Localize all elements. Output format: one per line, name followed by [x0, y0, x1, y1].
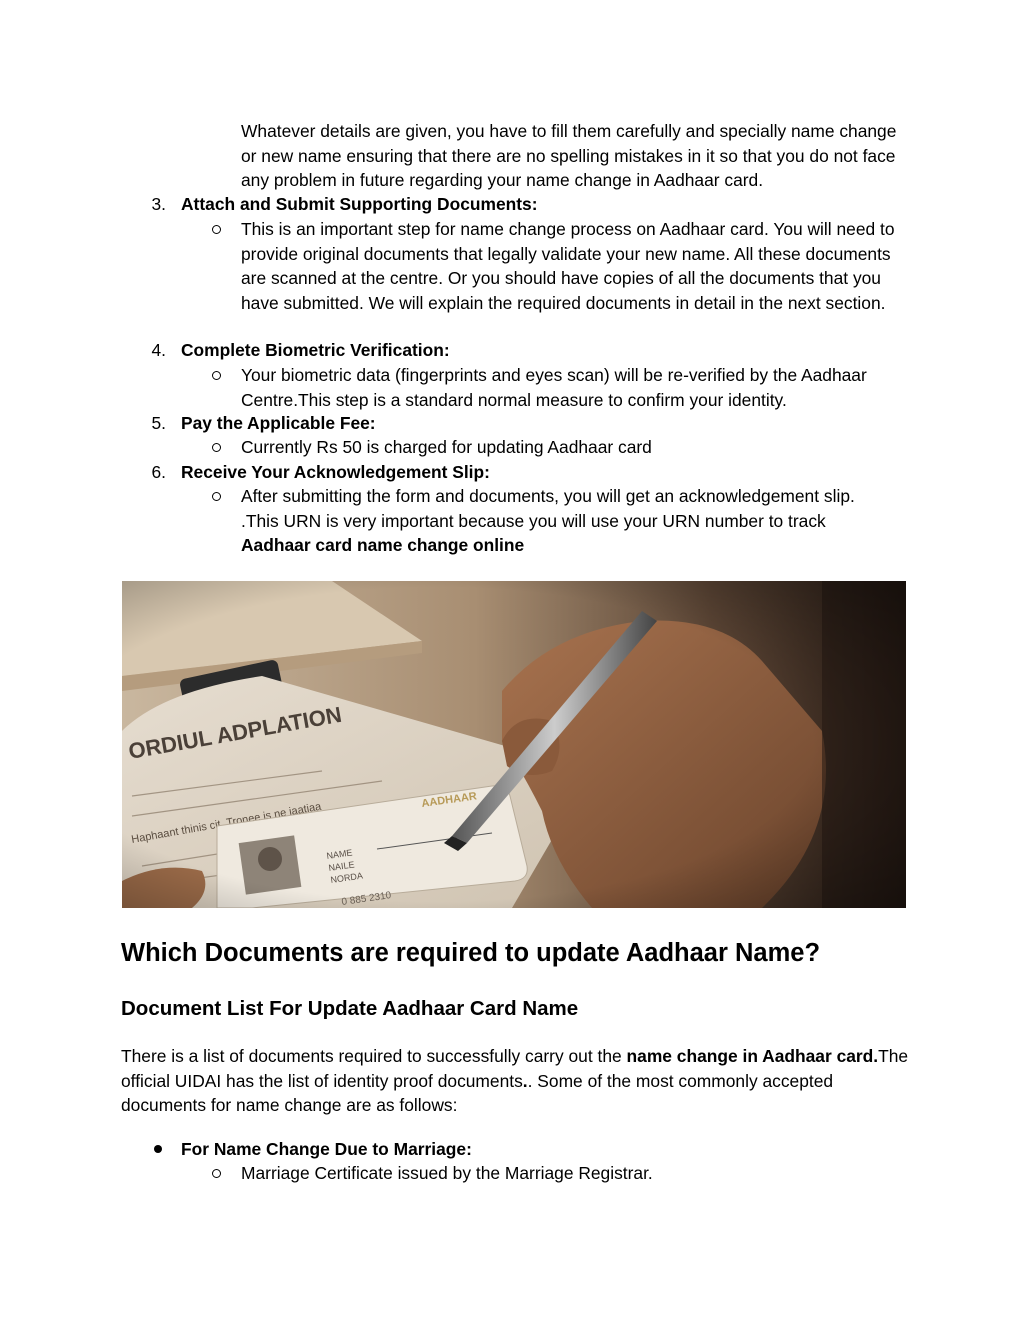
circle-bullet-icon — [210, 435, 226, 460]
step-detail: Currently Rs 50 is charged for updating Aadhaar card — [241, 437, 652, 457]
step-title: Complete Biometric Verification: — [181, 340, 450, 360]
circle-bullet-icon — [210, 217, 226, 242]
disc-bullet-icon — [152, 1137, 168, 1162]
section-subheading: Document List For Update Aadhaar Card Name — [121, 997, 579, 1020]
circle-bullet-icon — [210, 363, 226, 388]
para-bold-text: . — [522, 1070, 528, 1091]
para-text: The official UIDAI has the list of identity proof documents — [121, 1046, 909, 1091]
step-number: 5. — [151, 413, 166, 433]
para-text: . Some of the most commonly accepted documents for name change are as follows: — [121, 1070, 834, 1115]
step-title: Pay the Applicable Fee: — [181, 413, 376, 433]
hand-signing-form-photo — [122, 581, 906, 908]
step-number: 6. — [151, 462, 166, 482]
bullet-title: For Name Change Due to Marriage: — [181, 1139, 472, 1159]
intro-continuation: Whatever details are given, you have to fill them carefully and specially name change or new name ensuring that there are no spelling mistakes in it so that you do not face any problem in future regarding your name change in Aadhaar card. — [241, 121, 897, 190]
step-number: 4. — [151, 340, 166, 360]
step-detail-line: .This URN is very important because you will use your URN number to track — [241, 511, 826, 531]
step-detail-line: After submitting the form and documents, you will get an acknowledgement slip. — [241, 486, 855, 506]
step-title: Attach and Submit Supporting Documents: — [181, 194, 538, 214]
section-heading: Which Documents are required to update Aadhaar Name? — [121, 939, 821, 967]
para-bold-text: name change in Aadhaar card. — [626, 1046, 879, 1066]
step-number: 3. — [151, 194, 166, 214]
circle-bullet-icon — [210, 484, 226, 509]
circle-bullet-icon — [210, 1161, 226, 1186]
step-detail: This is an important step for name change process on Aadhaar card. You will need to provide original documents that legally validate your new name. All these documents are scanned at the centre. Or you should have copies of all the documents that you have submitted. We will explain the required documents in detail in the next section. — [241, 219, 895, 313]
bullet-sub-item: Marriage Certificate issued by the Marriage Registrar. — [241, 1163, 653, 1183]
para-text: There is a list of documents required to successfully carry out the — [121, 1046, 627, 1066]
step-detail-bold: Aadhaar card name change online — [241, 535, 525, 555]
step-detail: Your biometric data (fingerprints and eyes scan) will be re-verified by the Aadhaar Centre.This step is a standard normal measure to confirm your identity. — [241, 365, 867, 410]
intro-paragraph — [121, 1044, 911, 1118]
step-title: Receive Your Acknowledgement Slip: — [181, 462, 490, 482]
